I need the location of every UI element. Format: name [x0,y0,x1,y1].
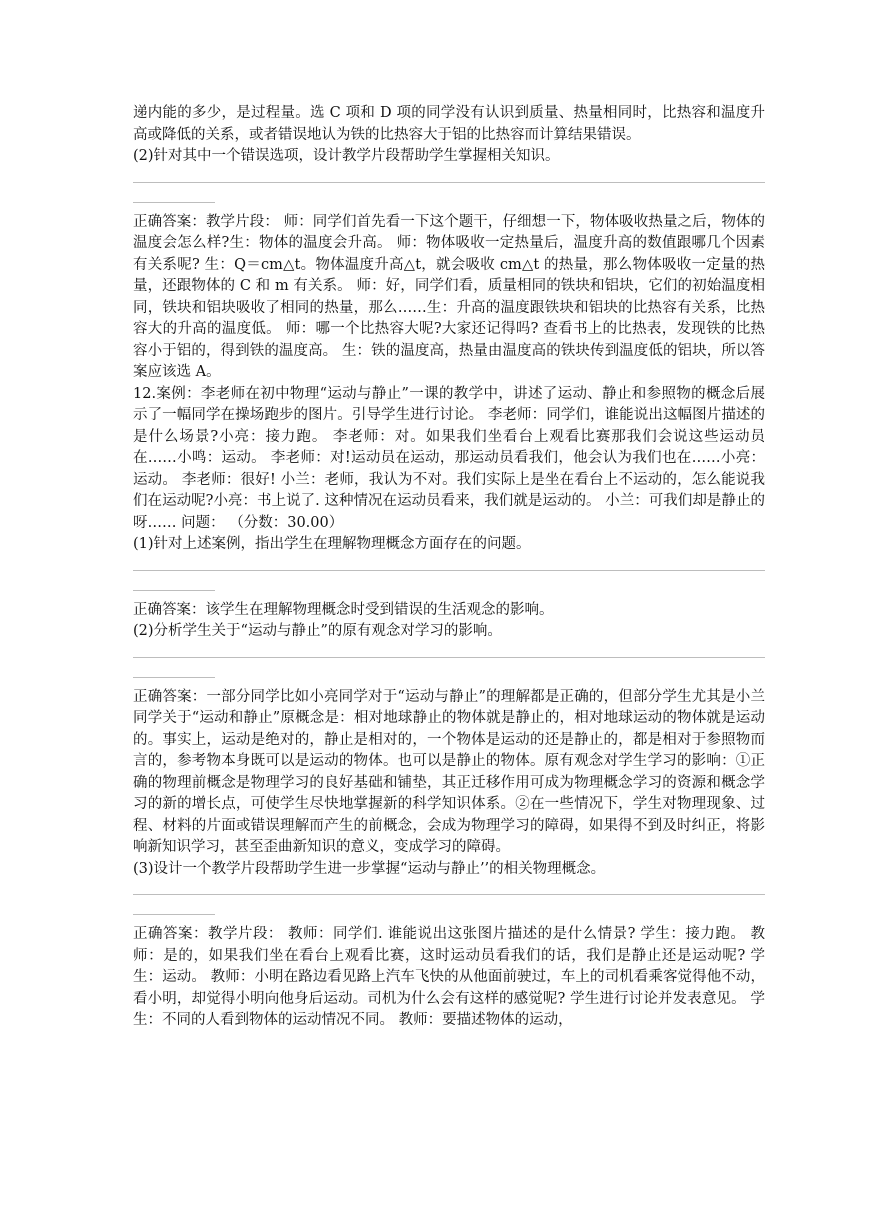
answer-separator [133,643,765,687]
answer-paragraph: 正确答案：教学片段： 师：同学们首先看一下这个题干，仔细想一下，物体吸收热量之后，物体的温度会怎么样?生：物体的温度会升高。 师：物体吸收一定热量后，温度升高的数值跟哪几个因素有关系呢? 生：Q＝cm△t。物体温度升高△t，就会吸收 cm△t 的热量，那么物体吸收一定量的热量，还跟物体的 C 和 m 有关系。 师：好，同学们看，质量相同的铁块和铝块，它们的初始温度相同，铁块和铝块吸收了相同的热量，那么……生：升高的温度跟铁块和铝块的比热容有关系，比热容大的升高的温度低。 师：哪一个比热容大呢?大家还记得吗? 查看书上的比热表，发现铁的比热容小于铝的，得到铁的温度高。 生：铁的温度高，热量由温度高的铁块传到温度低的铝块，所以答案应该选 A。 [133,213,765,380]
answer-separator [133,168,765,212]
case-paragraph: 12.案例：李老师在初中物理“运动与静止”一课的教学中，讲述了运动、静止和参照物的概念后展示了一幅同学在操场跑步的图片。引导学生进行讨论。 李老师：同学们，谁能说出这幅图片描述的是什么场景?小亮：接力跑。 李老师：对。如果我们坐看台上观看比赛那我们会说这些运动员在……小鸣：运动。 李老师：对!运动员在运动，那运动员看我们，他会认为我们也在……小亮：运动。 李老师：很好! 小兰：老师，我认为不对。我们实际上是坐在看台上不运动的，怎么能说我们在运动呢?小亮：书上说了. 这种情况在运动员看来，我们就是运动的。 小兰：可我们却是静止的呀…… 问题： （分数：30.00） [133,385,765,531]
question-prompt-2: (2)针对其中一个错误选项，设计教学片段帮助学生掌握相关知识。 [133,148,560,164]
answer-separator [133,556,765,600]
answer-paragraph: 正确答案：一部分同学比如小亮同学对于“运动与静止”的理解都是正确的，但部分学生尤其是小兰同学关于“运动和静止”原概念是：相对地球静止的物体就是静止的，相对地球运动的物体就是运动的。事实上，运动是绝对的，静止是相对的，一个物体是运动的还是静止的，都是相对于参照物而言的，参考物本身既可以是运动的物体。也可以是静止的物体。原有观念对学生学习的影响：①正确的物理前概念是物理学习的良好基础和铺垫，其正迁移作用可成为物理概念学习的资源和概念学习的新的增长点，可使学生尽快地掌握新的科学知识体系。②在一些情况下，学生对物理现象、过程、材料的片面或错误理解而产生的前概念，会成为物理学习的障碍，如果得不到及时纠正，将影响新知识学习，甚至歪曲新知识的意义，变成学习的障碍。 [133,688,765,855]
answer-paragraph: 正确答案：教学片段： 教师：同学们. 谁能说出这张图片描述的是什么情景? 学生：接力跑。 教师：是的，如果我们坐在看台上观看比赛，这时运动员看我们的话，我们是静止还是运动呢? 学生：运动。 教师：小明在路边看见路上汽车飞快的从他面前驶过，车上的司机看乘客觉得他不动，看小明，却觉得小明向他身后运动。司机为什么会有这样的感觉呢? 学生进行讨论并发表意见。 学生：不同的人看到物体的运动情况不同。 教师：要描述物体的运动， [133,926,765,1028]
question-prompt-2: (2)分析学生关于“运动与静止”的原有观念对学习的影响。 [133,623,502,639]
document-page [133,103,765,1032]
question-prompt-1: (1)针对上述案例，指出学生在理解物理概念方面存在的问题。 [133,536,531,552]
answer-separator [133,880,765,924]
question-prompt-3: (3)设计一个教学片段帮助学生进一步掌握“运动与静止’’的相关物理概念。 [133,860,606,877]
answer-paragraph: 正确答案：该学生在理解物理概念时受到错误的生活观念的影响。 [133,601,554,618]
paragraph-prev-analysis: 递内能的多少，是过程量。选 C 项和 D 项的同学没有认识到质量、热量相同时，比热容和温度升高或降低的关系，或者错误地认为铁的比热容大于铝的比热容而计算结果错误。 [133,105,765,143]
